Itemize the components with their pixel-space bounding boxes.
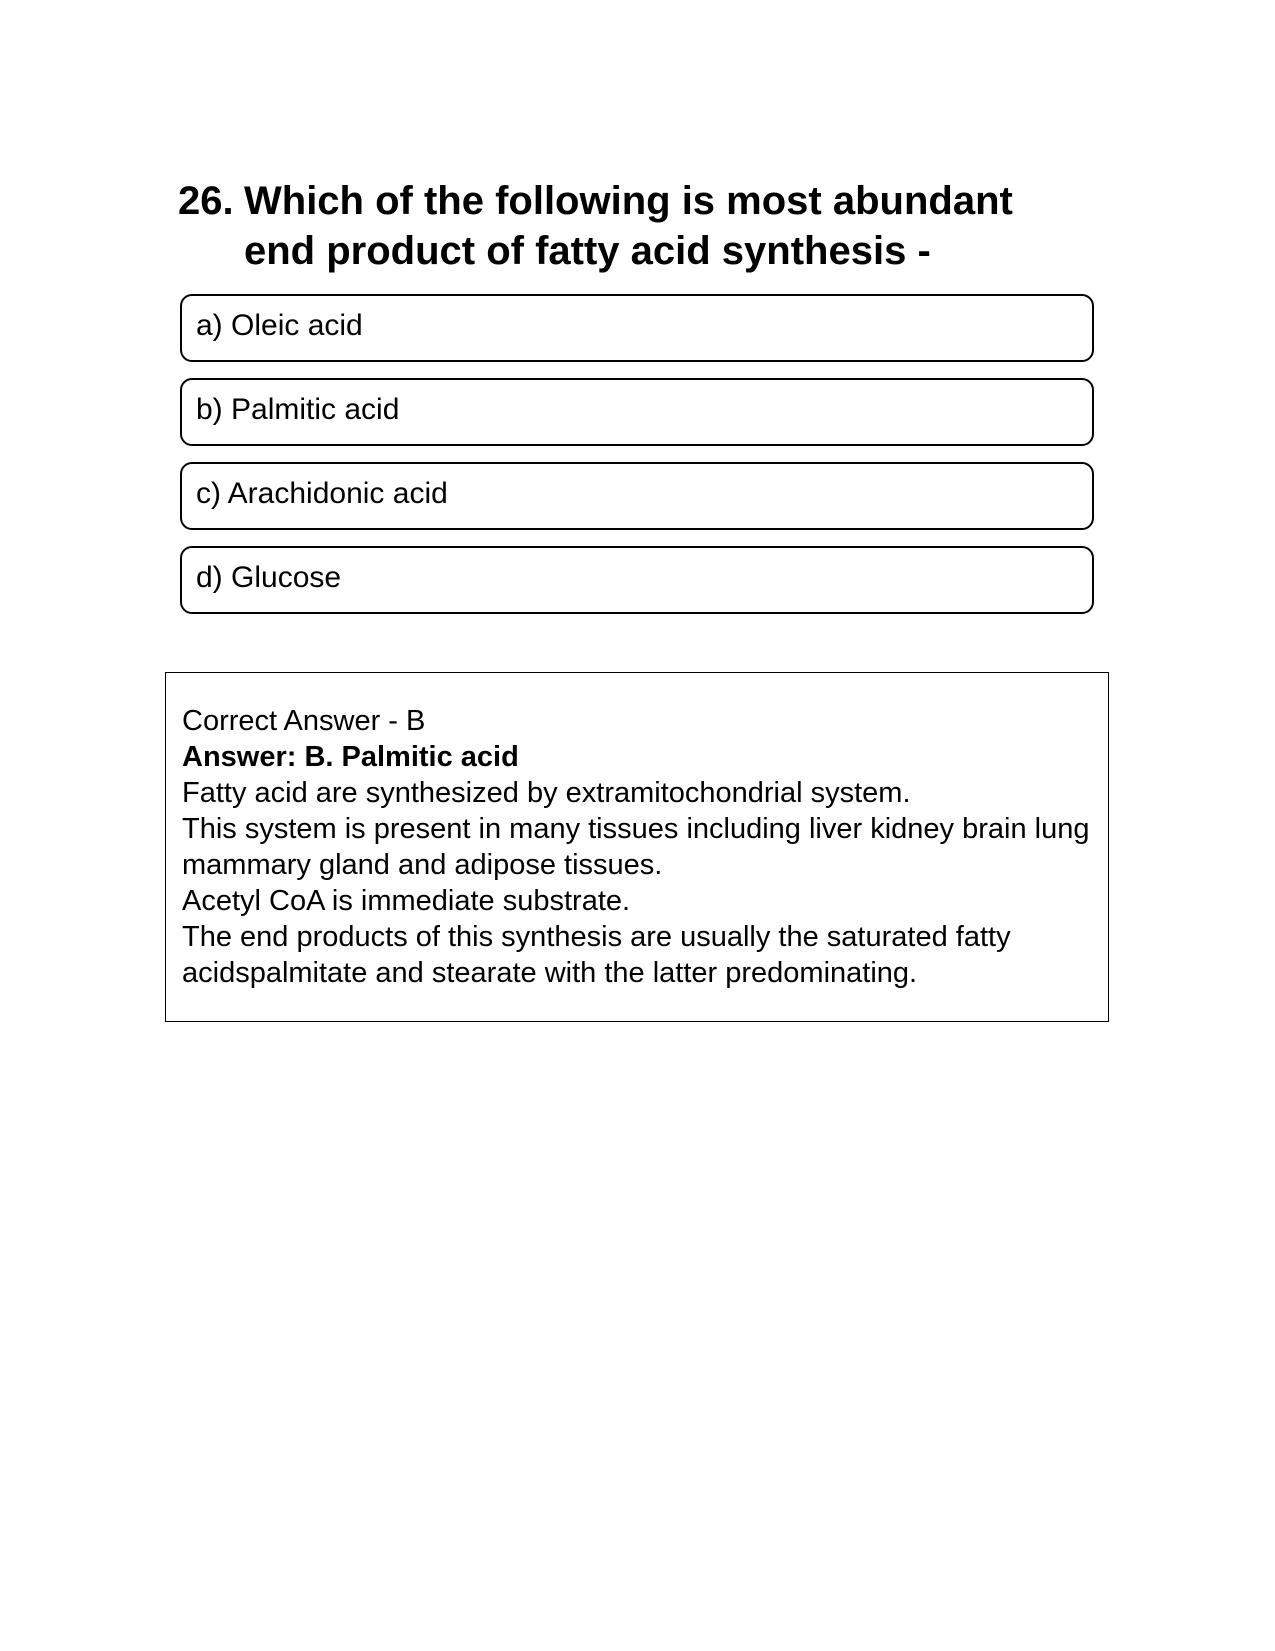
option-d[interactable] — [180, 546, 1094, 614]
answer-line: Answer: B. Palmitic acid — [182, 741, 519, 773]
question-number: 26. — [178, 179, 234, 223]
option-c[interactable] — [180, 462, 1094, 530]
explanation-line: Acetyl CoA is immediate substrate. — [182, 885, 631, 917]
options-list — [180, 294, 1094, 630]
option-b-label: b) Palmitic acid — [196, 393, 400, 426]
correct-answer-line: Correct Answer - B — [182, 705, 426, 737]
answer-panel — [165, 672, 1109, 1022]
option-a[interactable] — [180, 294, 1094, 362]
explanation-line: Fatty acid are synthesized by extramitochondrial system. — [182, 777, 911, 809]
option-a-label: a) Oleic acid — [196, 309, 363, 342]
explanation-line: This system is present in many tissues including liver kidney brain lung mammary gland and adipose tissues. — [182, 813, 1090, 881]
question-text: Which of the following is most abundant end product of fatty acid synthesis - — [244, 179, 1013, 273]
explanation-line: The end products of this synthesis are usually the saturated fatty acidspalmitate and stearate with the latter predominating. — [182, 921, 1011, 989]
option-d-label: d) Glucose — [196, 561, 342, 594]
option-b[interactable] — [180, 378, 1094, 446]
question-heading — [178, 176, 1078, 276]
option-c-label: c) Arachidonic acid — [196, 477, 448, 510]
